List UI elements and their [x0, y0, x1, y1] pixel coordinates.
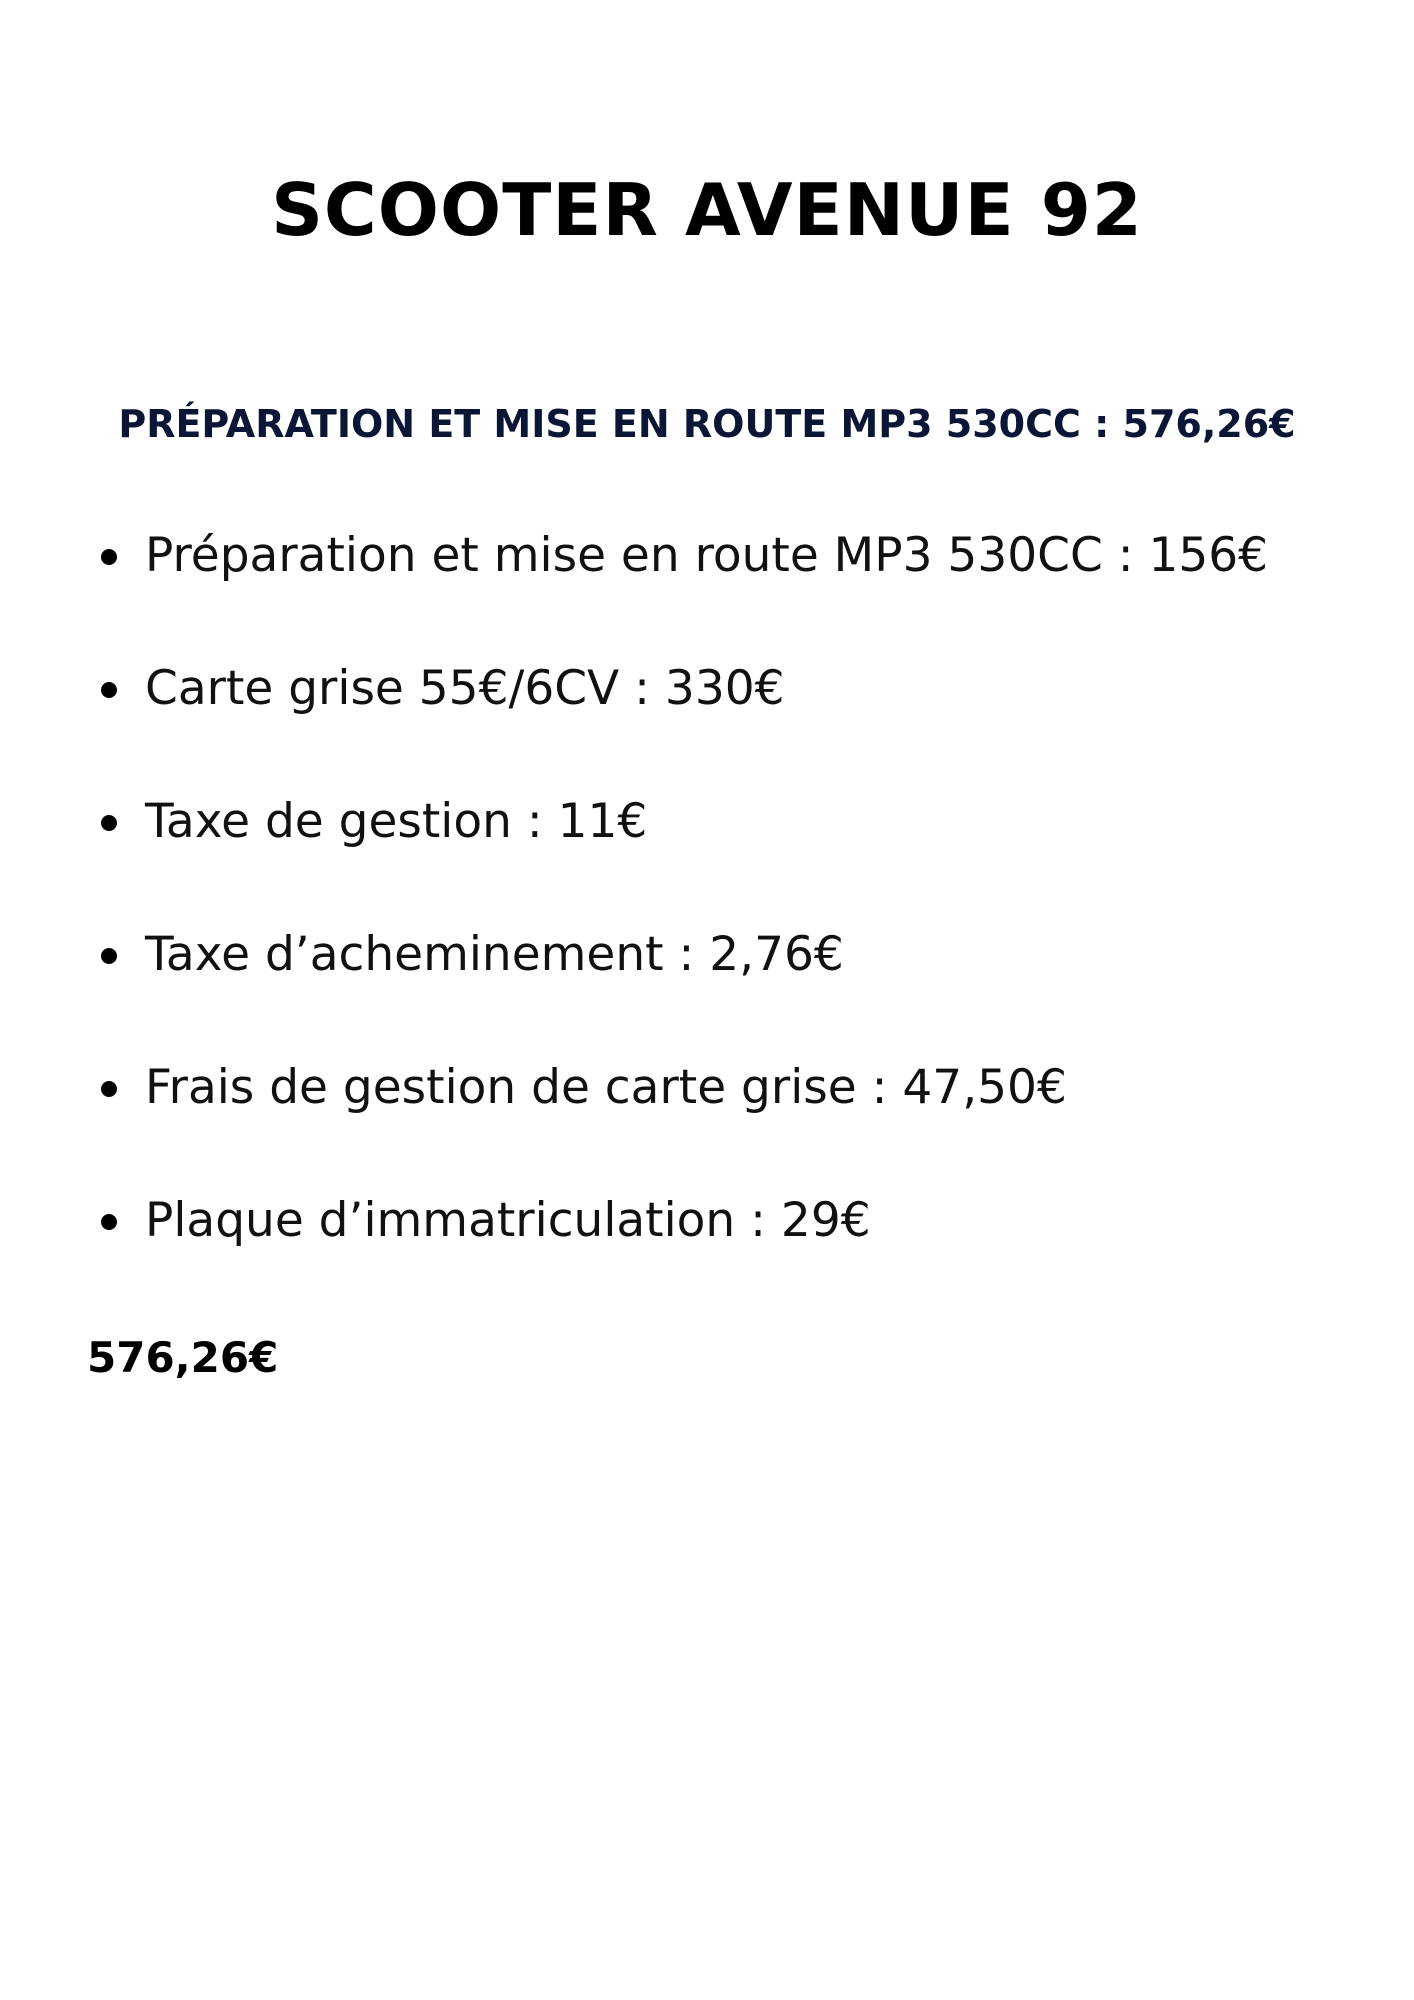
list-item-label: Frais de gestion de carte grise : 47,50€ — [145, 1060, 1067, 1115]
bullet-icon — [101, 948, 117, 964]
list-item — [0, 653, 1414, 786]
list-item — [0, 520, 1414, 653]
list-item — [0, 1185, 1414, 1318]
section-heading: PRÉPARATION ET MISE EN ROUTE MP3 530CC : 576,26€ — [118, 402, 1296, 446]
list-item — [0, 919, 1414, 1052]
bullet-icon — [101, 815, 117, 831]
bullet-icon — [101, 1214, 117, 1230]
list-item — [0, 786, 1414, 919]
total-amount: 576,26€ — [87, 1333, 279, 1382]
list-item — [0, 1052, 1414, 1185]
list-item-label: Taxe d’acheminement : 2,76€ — [145, 927, 844, 982]
list-item-label: Préparation et mise en route MP3 530CC : 156€ — [145, 528, 1269, 583]
list-item-label: Taxe de gestion : 11€ — [145, 794, 648, 849]
bullet-icon — [101, 1081, 117, 1097]
list-item-label: Carte grise 55€/6CV : 330€ — [145, 661, 785, 716]
price-breakdown-list — [0, 520, 1414, 1318]
bullet-icon — [101, 549, 117, 565]
page-title: SCOOTER AVENUE 92 — [271, 168, 1143, 252]
bullet-icon — [101, 682, 117, 698]
list-item-label: Plaque d’immatriculation : 29€ — [145, 1193, 871, 1248]
